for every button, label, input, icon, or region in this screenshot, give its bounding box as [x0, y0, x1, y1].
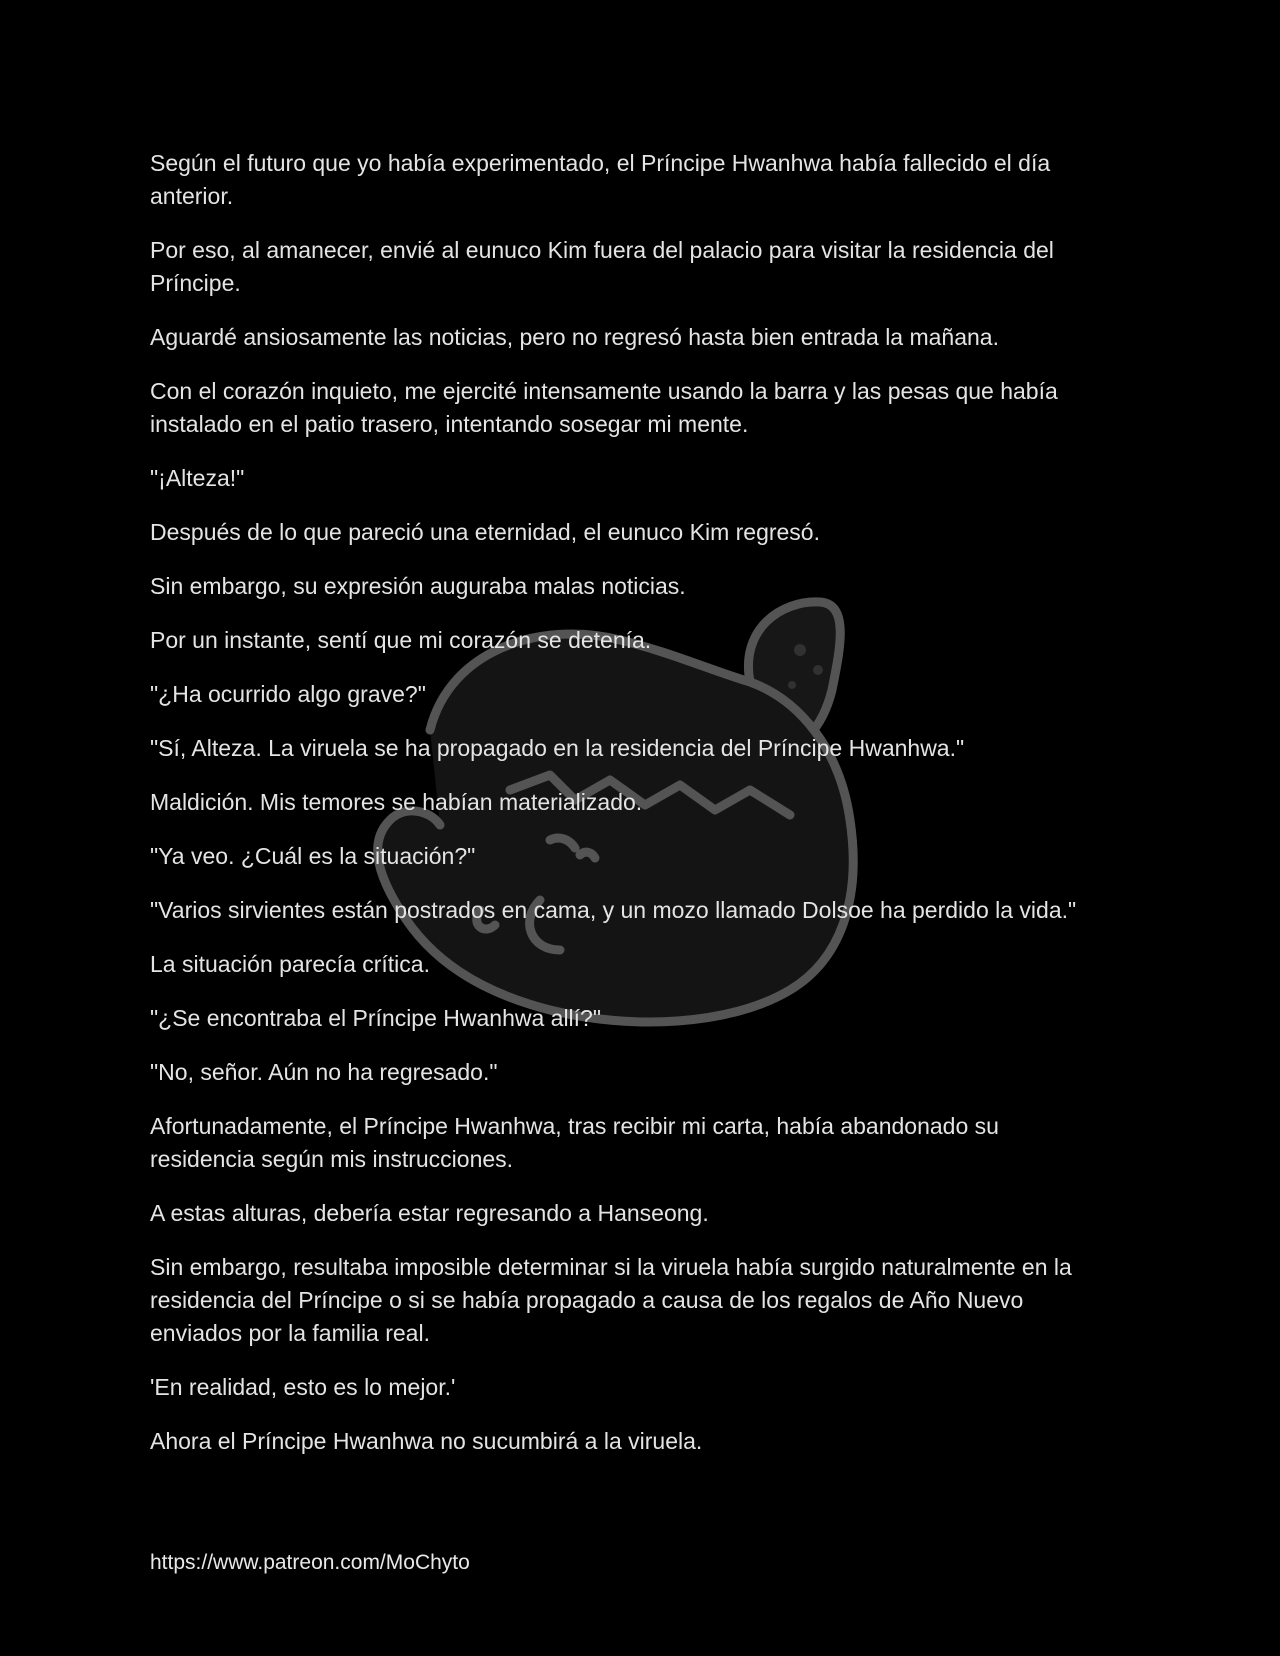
- paragraph: A estas alturas, debería estar regresando a Hanseong.: [150, 1200, 709, 1226]
- paragraph: Después de lo que pareció una eternidad, el eunuco Kim regresó.: [150, 519, 820, 545]
- paragraph: "Ya veo. ¿Cuál es la situación?": [150, 843, 476, 869]
- paragraph: Según el futuro que yo había experimentado, el Príncipe Hwanhwa había fallecido el día anterior.: [150, 150, 1051, 209]
- paragraph: Maldición. Mis temores se habían materializado.: [150, 789, 643, 815]
- paragraph: "Varios sirvientes están postrados en cama, y un mozo llamado Dolsoe ha perdido la vida.": [150, 897, 1077, 923]
- paragraph: "Sí, Alteza. La viruela se ha propagado en la residencia del Príncipe Hwanhwa.": [150, 735, 965, 761]
- paragraph: Sin embargo, su expresión auguraba malas noticias.: [150, 573, 686, 599]
- paragraph: "¡Alteza!": [150, 465, 245, 491]
- chapter-text: [150, 147, 1110, 1479]
- paragraph: Sin embargo, resultaba imposible determinar si la viruela había surgido naturalmente en la residencia del Príncipe o si se había propagado a causa de los regalos de Año Nuevo enviados por la familia real.: [150, 1254, 1072, 1346]
- paragraph: La situación parecía crítica.: [150, 951, 430, 977]
- patreon-link[interactable]: https://www.patreon.com/MoChyto: [150, 1551, 470, 1574]
- paragraph: "No, señor. Aún no ha regresado.": [150, 1059, 498, 1085]
- paragraph: "¿Se encontraba el Príncipe Hwanhwa allí?": [150, 1005, 602, 1031]
- paragraph: Por eso, al amanecer, envié al eunuco Kim fuera del palacio para visitar la residencia del Príncipe.: [150, 237, 1054, 296]
- paragraph: Por un instante, sentí que mi corazón se detenía.: [150, 627, 652, 653]
- paragraph: Con el corazón inquieto, me ejercité intensamente usando la barra y las pesas que había instalado en el patio trasero, intentando sosegar mi mente.: [150, 378, 1058, 437]
- paragraph: Aguardé ansiosamente las noticias, pero no regresó hasta bien entrada la mañana.: [150, 324, 999, 350]
- paragraph: 'En realidad, esto es lo mejor.': [150, 1374, 456, 1400]
- paragraph: Afortunadamente, el Príncipe Hwanhwa, tras recibir mi carta, había abandonado su residencia según mis instrucciones.: [150, 1113, 999, 1172]
- paragraph: "¿Ha ocurrido algo grave?": [150, 681, 426, 707]
- paragraph: Ahora el Príncipe Hwanhwa no sucumbirá a la viruela.: [150, 1428, 703, 1454]
